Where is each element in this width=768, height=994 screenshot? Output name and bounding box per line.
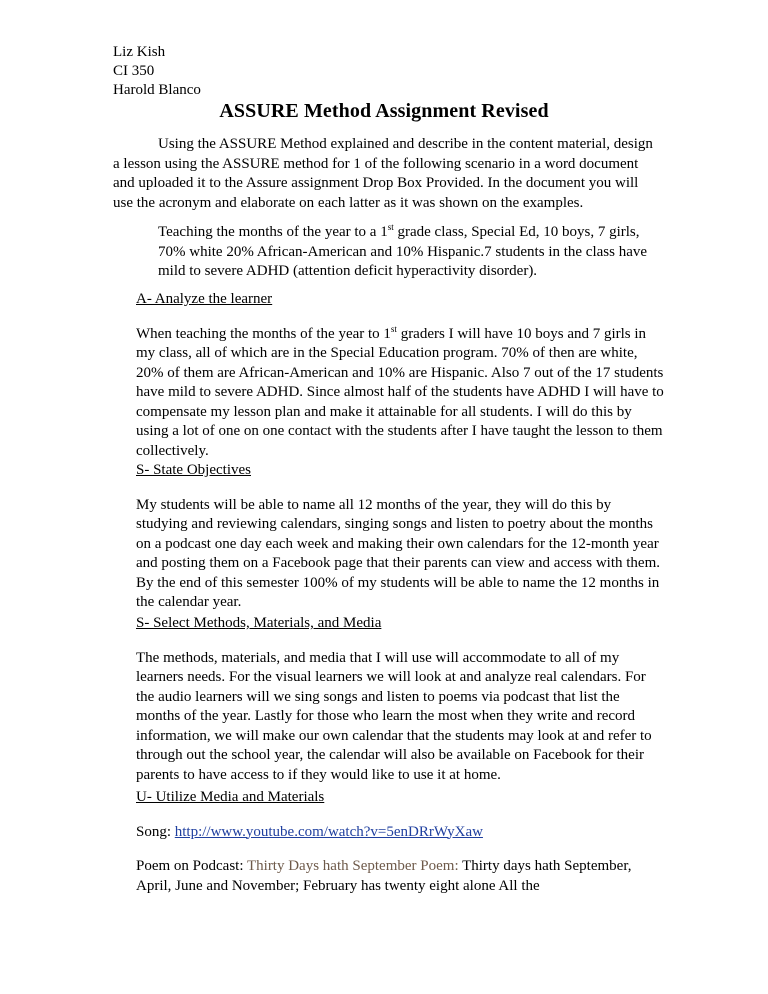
- document-header: [113, 43, 201, 100]
- section-analyze: [136, 290, 666, 461]
- scenario-superscript: st: [387, 222, 394, 232]
- poem-title: Thirty Days hath September Poem:: [246, 858, 459, 874]
- poem-paragraph: [136, 857, 666, 896]
- author-name: Liz Kish: [113, 44, 166, 60]
- course-code: CI 350: [113, 63, 155, 79]
- section-body-state: My students will be able to name all 12 months of the year, they will do this by studying and reviewing calendars, singing songs and listen to poetry about the months on a podcast one day each week and making their own calendars for the 12-month year and posting them on a Facebook page that their parents can view and access with them. By the end of this semester 100% of my students will be able to name the 12 months in the calendar year.: [136, 496, 661, 610]
- poem-label: Poem on Podcast:: [136, 858, 247, 874]
- intro-paragraph: Using the ASSURE Method explained and describe in the content material, design a lesson using the ASSURE method for 1 of the following scenario in a word document and uploaded it to the Assure assignment Drop Box Provided. In the document you will use the acronym and elaborate on each latter as it was shown on the examples.: [113, 136, 653, 211]
- section-state: [136, 461, 666, 613]
- section-heading-utilize: U- Utilize Media and Materials: [136, 789, 325, 805]
- analyze-text-before: When teaching the months of the year to 1: [136, 325, 391, 342]
- song-link[interactable]: http://www.youtube.com/watch?v=5enDRrWyXaw: [174, 823, 483, 840]
- song-label: Song:: [136, 823, 175, 840]
- section-heading-select: S- Select Methods, Materials, and Media: [136, 615, 382, 631]
- poem-text: Thirty days hath September, April, June and November; February has twenty eight alone All the: [136, 858, 632, 894]
- section-select: [136, 614, 666, 785]
- section-utilize: [136, 788, 666, 896]
- section-body-analyze: [136, 325, 666, 462]
- instructor-name: Harold Blanco: [113, 82, 201, 98]
- document-title: ASSURE Method Assignment Revised: [219, 100, 549, 122]
- section-body-select: The methods, materials, and media that I will use will accommodate to all of my learners needs. For the visual learners we will look at and analyze real calendars. For the audio learners will we sing songs and listen to poems via podcast that list the months of the year. Lastly for those who learn the most when they write and record information, we will make our own calendar that the students may look at and refer to through out the school year, the calendar will also be available on Facebook for their parents to have access to if they would like to use it at home.: [136, 649, 652, 783]
- scenario-paragraph: [158, 223, 658, 282]
- scenario-text-before: Teaching the months of the year to a 1: [158, 224, 388, 240]
- scenario-text-after: grade class, Special Ed, 10 boys, 7 girls, 70% white 20% African-American and 10% Hispanic.7 students in the class have mild to severe ADHD (attention deficit hyperactivity disorder).: [158, 224, 648, 279]
- section-heading-state: S- State Objectives: [136, 462, 251, 478]
- analyze-text-after: graders I will have 10 boys and 7 girls in my class, all of which are in the Special Education program. 70% of then are white, 20% of them are African-American and 10% are Hispanic. Also 7 out of the 17 students have mild to severe ADHD. Since almost half of the students have ADHD I will have to compensate my lesson plan and make it attainable for all students. I will do this by using a lot of one on one contact with the students after I have taught the lesson to them collectively.: [136, 325, 664, 459]
- song-line: [136, 823, 666, 843]
- analyze-superscript: st: [390, 323, 397, 334]
- section-heading-analyze: A- Analyze the learner: [136, 291, 273, 307]
